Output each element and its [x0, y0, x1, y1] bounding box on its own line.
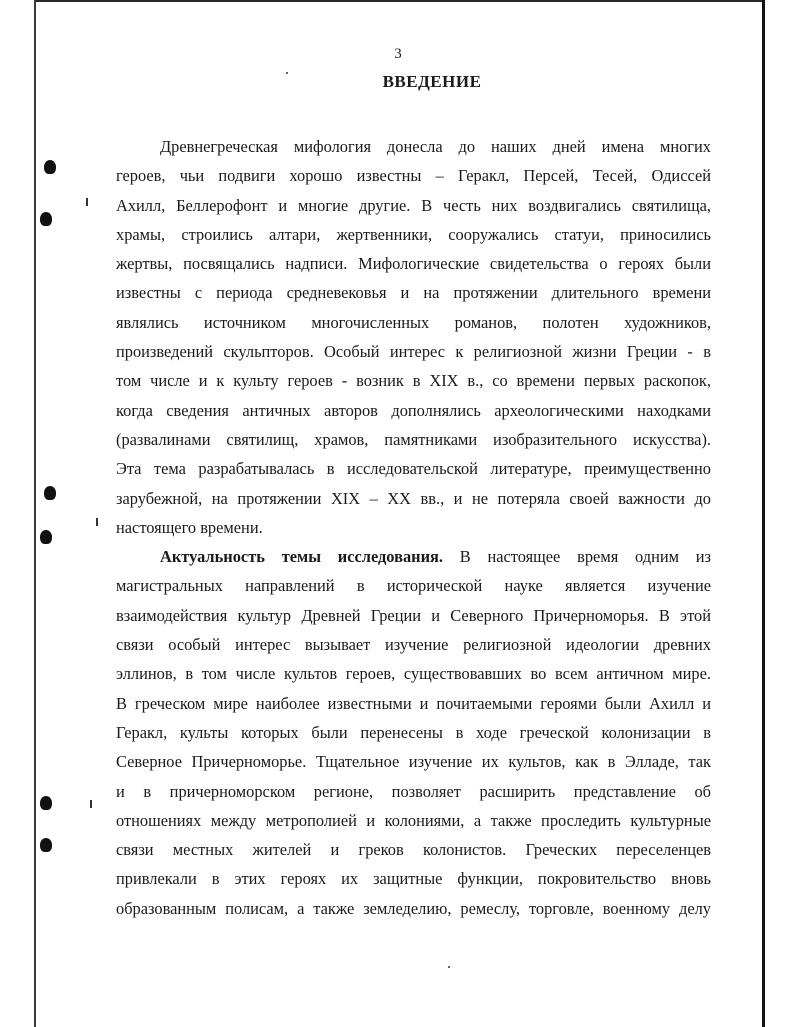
scan-tick — [96, 518, 98, 526]
page-title: ВВЕДЕНИЕ — [382, 72, 482, 91]
text-line: привлекали в этих героях их защитные функции, покровительство вновь — [116, 869, 711, 889]
scan-tick — [86, 198, 88, 206]
text-line: том числе и к культу героев - возник в XIX в., со времени первых раскопок, — [116, 371, 711, 391]
text-line: жертвы, посвящались надписи. Мифологические свидетельства о героях были — [116, 254, 711, 274]
text-line: Северное Причерноморье. Тщательное изучение их культов, как в Элладе, так — [116, 752, 711, 772]
text-line: отношениях между метрополией и колониями, а также проследить культурные — [116, 810, 711, 830]
text-line: магистральных направлений в исторической науке является изучение — [116, 576, 711, 596]
scan-border-right — [762, 0, 765, 1027]
text-line: связи особый интерес вызывает изучение религиозной идеологии древних — [116, 635, 711, 655]
text-line: взаимодействия культур Древней Греции и Северного Причерноморья. В этой — [116, 605, 711, 625]
page-number: 3 — [394, 46, 402, 62]
text-line: Древнегреческая мифология донесла до наших дней имена многих — [160, 137, 711, 156]
text-line: произведений скульпторов. Особый интерес к религиозной жизни Греции - в — [116, 342, 711, 362]
binding-hole-mark — [40, 530, 52, 544]
scan-tick — [90, 800, 92, 808]
binding-hole-mark — [40, 838, 52, 852]
text-line: и в причерноморском регионе, позволяет расширить представление об — [116, 781, 711, 801]
text-line: Эта тема разрабатывалась в исследовательской литературе, преимущественно — [116, 459, 711, 479]
text-line: эллинов, в том числе культов героев, существовавших во всем античном мире. — [116, 664, 711, 684]
binding-hole-mark — [44, 486, 56, 500]
text-line: храмы, строились алтари, жертвенники, сооружались статуи, приносились — [116, 224, 711, 244]
text-line: (развалинами святилищ, храмов, памятниками изобразительного искусства). — [116, 429, 711, 449]
text-line: когда сведения античных авторов дополнялись археологическими находками — [116, 400, 711, 420]
text-line: В греческом мире наиболее известными и почитаемыми героями были Ахилл и — [116, 693, 711, 713]
text-line: Ахилл, Беллерофонт и многие другие. В честь них воздвигались святилища, — [116, 195, 711, 215]
text-line: известны с периода средневековья и на протяжении длительного времени — [116, 283, 711, 303]
scan-speck — [448, 966, 450, 968]
section-lead-rest: В настоящее время одним из — [443, 547, 711, 567]
binding-hole-mark — [44, 160, 56, 174]
section-lead-line — [116, 542, 711, 571]
scan-border-left — [34, 0, 36, 1027]
text-line: связи местных жителей и греков колонистов. Греческих переселенцев — [116, 840, 711, 860]
scan-border-top — [34, 0, 764, 2]
text-line: зарубежной, на протяжении XIX – XX вв., и не потеряла своей важности до — [116, 488, 711, 508]
text-line: настоящего времени. — [116, 517, 263, 537]
document-body — [116, 132, 711, 923]
text-line: героев, чьи подвиги хорошо известны – Геракл, Персей, Тесей, Одиссей — [116, 166, 711, 186]
text-line: Геракл, культы которых были перенесены в ходе греческой колонизации в — [116, 722, 711, 742]
section-lead: Актуальность темы исследования. — [160, 547, 443, 567]
text-line: образованным полисам, а также земледелию, ремеслу, торговле, военному делу — [116, 898, 711, 918]
binding-hole-mark — [40, 796, 52, 810]
binding-hole-mark — [40, 212, 52, 226]
text-line: являлись источником многочисленных романов, полотен художников, — [116, 312, 711, 332]
